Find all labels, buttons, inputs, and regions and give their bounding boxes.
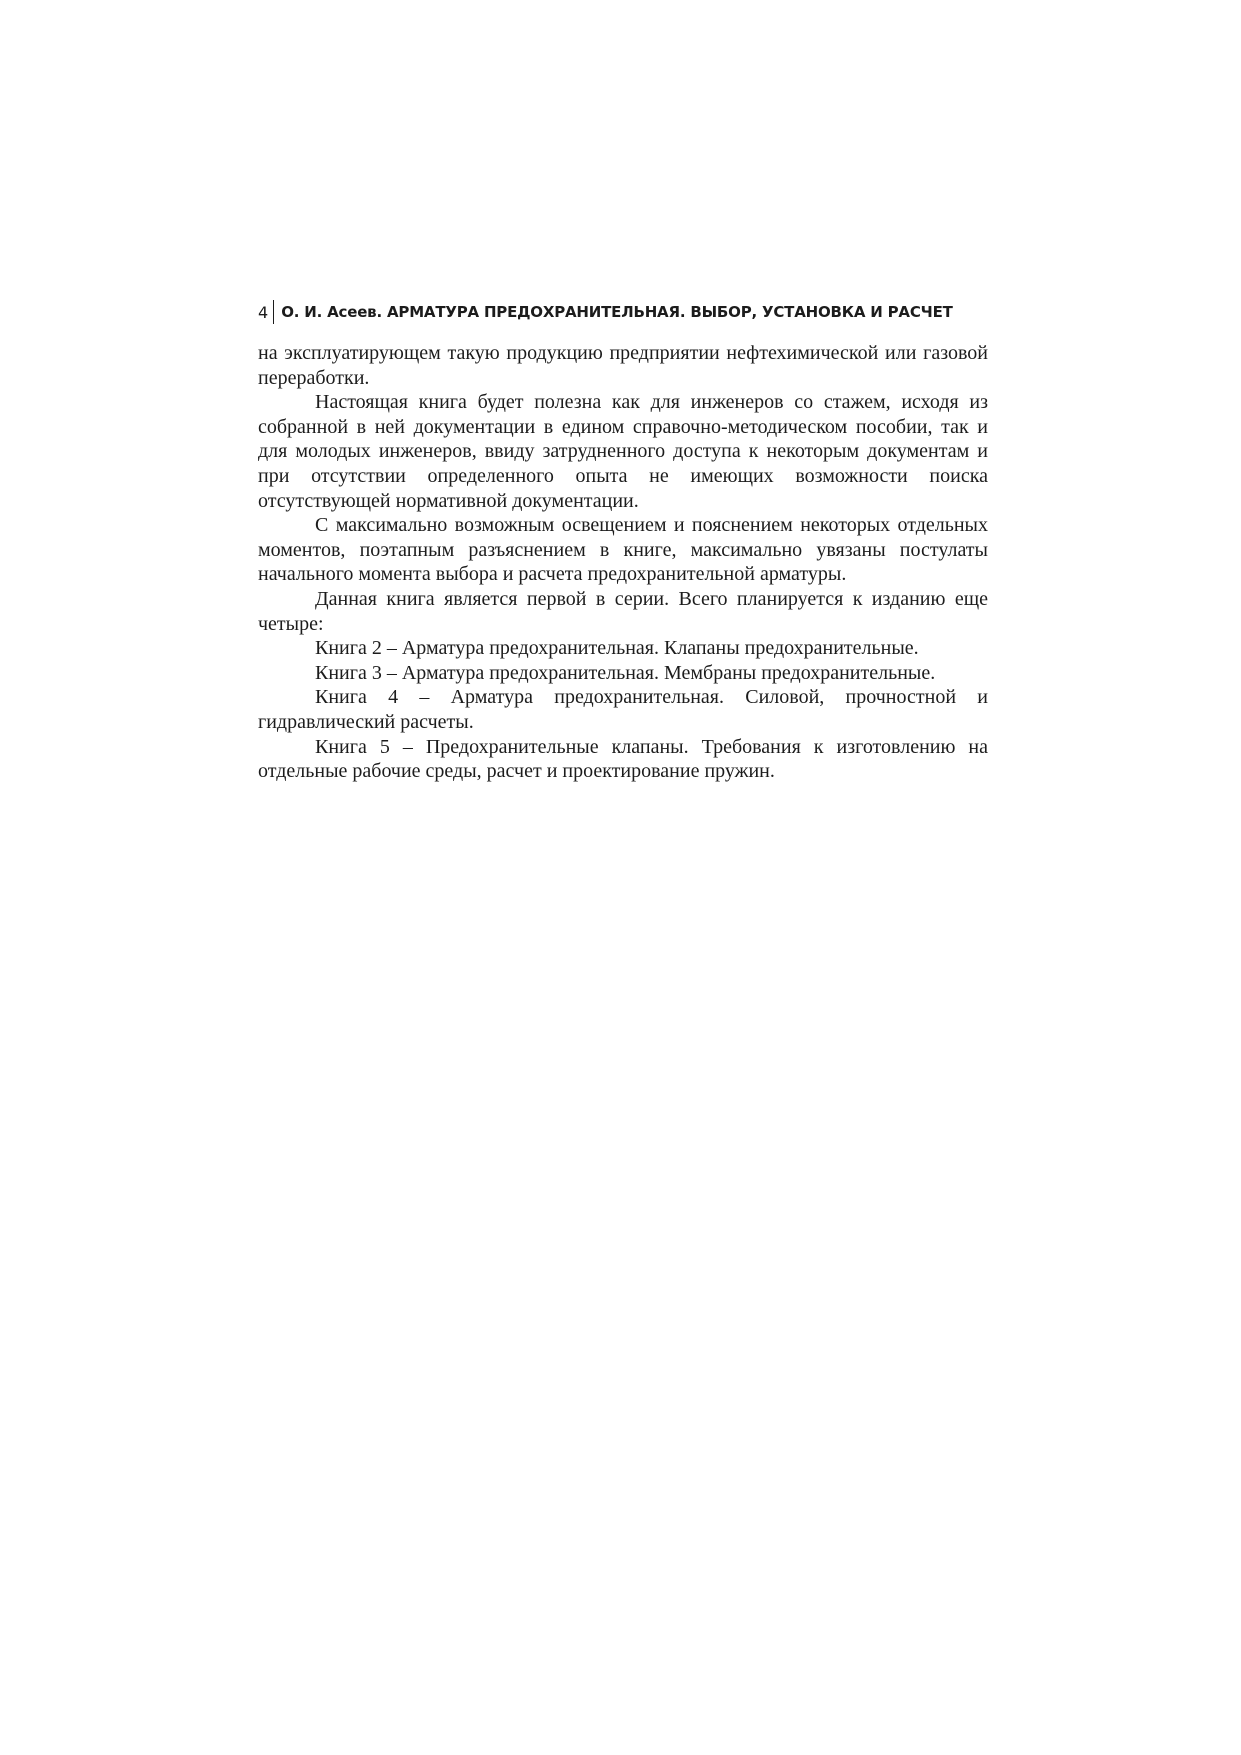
series-item-book-3: Книга 3 – Арматура предохранительная. Мембраны предохранительные. <box>315 661 936 684</box>
page-number: 4 <box>258 302 269 322</box>
header-divider <box>273 300 274 324</box>
running-header <box>258 299 953 325</box>
paragraph-book-usefulness: Настоящая книга будет полезна как для инженеров со стажем, исходя из собранной в ней документации в едином справочно-методическом пособии, так и для молодых инженеров, ввиду затрудненного доступа к некоторым документам и при отсутствии определенного опыта не имеющих возможности поиска отсутствующей нормативной документации. <box>258 391 988 512</box>
paragraph-continuation: на эксплуатирующем такую продукцию предприятии нефтехимической или газовой переработки. <box>258 342 988 389</box>
series-item-book-5: Книга 5 – Предохранительные клапаны. Требования к изготовлению на отдельные рабочие среды, расчет и проектирование пружин. <box>258 735 988 783</box>
paragraph-series-intro: Данная книга является первой в серии. Всего планируется к изданию еще четыре: <box>258 587 988 635</box>
series-item-book-4: Книга 4 – Арматура предохранительная. Силовой, прочностной и гидравлический расчеты. <box>258 686 988 733</box>
body-text <box>258 341 988 784</box>
series-item-book-2: Книга 2 – Арматура предохранительная. Клапаны предохранительные. <box>315 637 919 660</box>
running-header-title: О. И. Асеев. АРМАТУРА ПРЕДОХРАНИТЕЛЬНАЯ. ВЫБОР, УСТАНОВКА И РАСЧЕТ <box>281 303 953 321</box>
paragraph-book-approach: С максимально возможным освещением и пояснением некоторых отдельных моментов, поэтапным разъяснением в книге, максимально увязаны постулаты начального момента выбора и расчета предохранительной арматуры. <box>258 514 988 586</box>
